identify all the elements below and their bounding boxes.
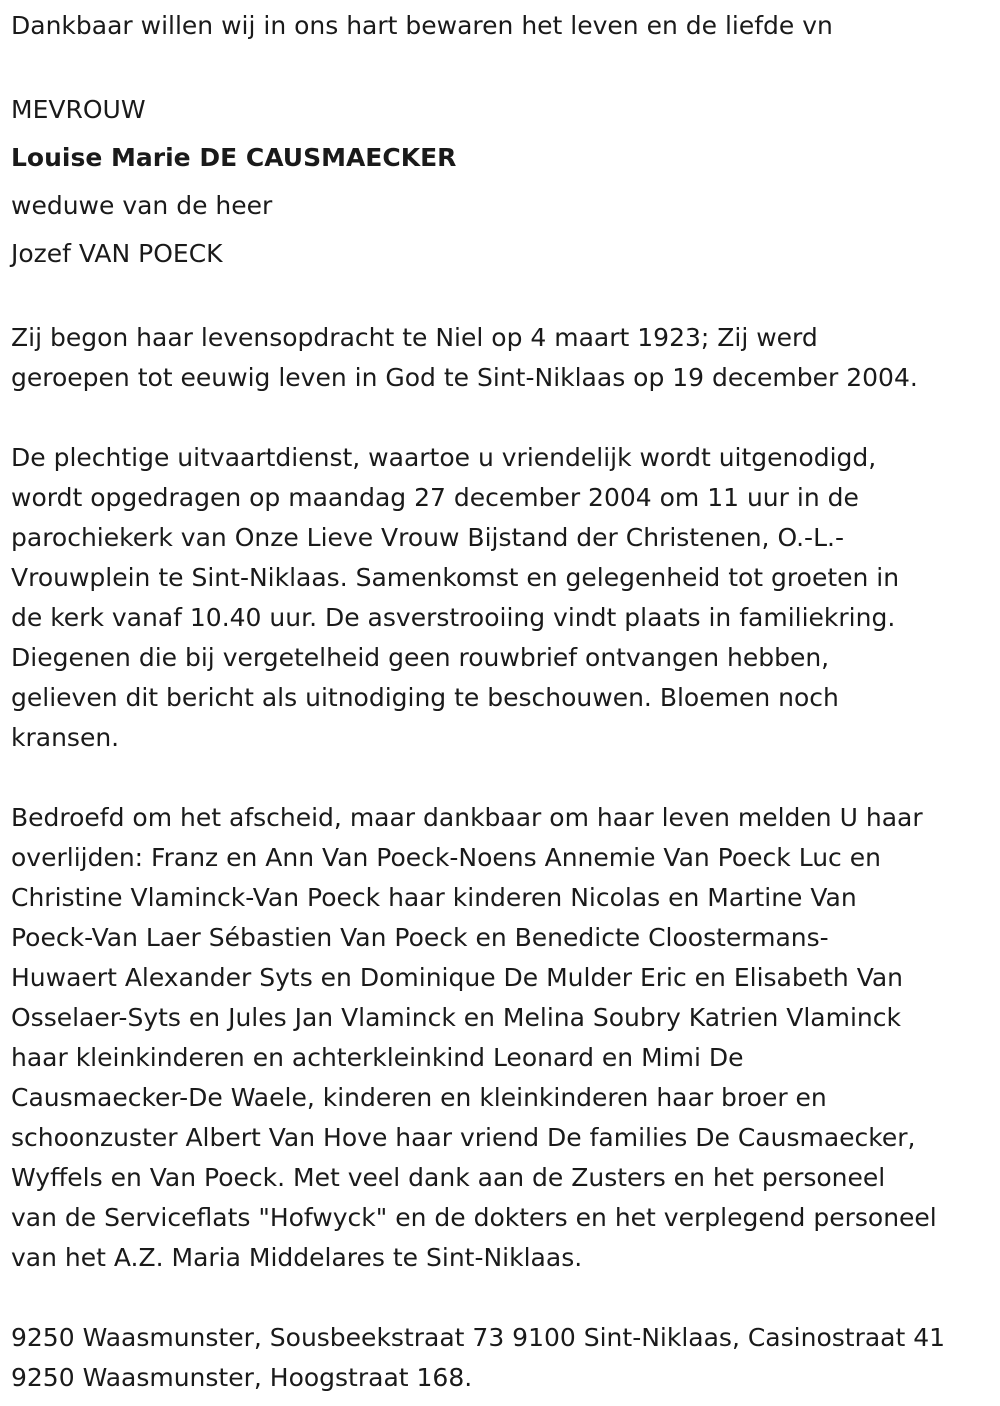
family-paragraph [11,798,993,1278]
paragraph-line: wordt opgedragen op maandag 27 december 2004 om 11 uur in de [11,483,859,512]
spouse-name: Jozef VAN POECK [11,239,223,268]
paragraph-line: haar kleinkinderen en achterkleinkind Leonard en Mimi De [11,1043,744,1072]
paragraph-line: parochiekerk van Onze Lieve Vrouw Bijstand der Christenen, O.-L.- [11,523,844,552]
spacer [11,1278,993,1318]
paragraph-line: van de Serviceflats "Hofwyck" en de dokters en het verplegend personeel [11,1203,937,1232]
paragraph-line: Diegenen die bij vergetelheid geen rouwbrief ontvangen hebben, [11,643,830,672]
intro-text: Dankbaar willen wij in ons hart bewaren het leven en de liefde vn [11,11,833,40]
address-line: 9250 Waasmunster, Hoogstraat 168. [11,1363,473,1392]
paragraph-line: Christine Vlaminck-Van Poeck haar kinderen Nicolas en Martine Van [11,883,857,912]
obituary-document [11,6,993,1398]
paragraph-line: geroepen tot eeuwig leven in God te Sint-Niklaas op 19 december 2004. [11,363,918,392]
address-paragraph [11,1318,993,1398]
paragraph-line: Zij begon haar levensopdracht te Niel op 4 maart 1923; Zij werd [11,323,818,352]
spacer [11,278,993,318]
spacer [11,758,993,798]
paragraph-line: gelieven dit bericht als uitnodiging te beschouwen. Bloemen noch [11,683,839,712]
paragraph-line: Huwaert Alexander Syts en Dominique De Mulder Eric en Elisabeth Van [11,963,904,992]
relation-text: weduwe van de heer [11,191,273,220]
deceased-name: Louise Marie DE CAUSMAECKER [11,143,457,172]
address-line: 9250 Waasmunster, Sousbeekstraat 73 9100 Sint-Niklaas, Casinostraat 41 [11,1323,946,1352]
paragraph-line: Bedroefd om het afscheid, maar dankbaar om haar leven melden U haar [11,803,923,832]
paragraph-line: kransen. [11,723,120,752]
paragraph-line: Causmaecker-De Waele, kinderen en kleinkinderen haar broer en [11,1083,827,1112]
paragraph-line: Osselaer-Syts en Jules Jan Vlaminck en Melina Soubry Katrien Vlaminck [11,1003,901,1032]
life-paragraph [11,318,993,398]
funeral-paragraph [11,438,993,758]
spacer [11,398,993,438]
paragraph-line: van het A.Z. Maria Middelares te Sint-Niklaas. [11,1243,583,1272]
spacer [11,46,993,86]
paragraph-line: schoonzuster Albert Van Hove haar vriend De families De Causmaecker, [11,1123,916,1152]
paragraph-line: Vrouwplein te Sint-Niklaas. Samenkomst en gelegenheid tot groeten in [11,563,900,592]
paragraph-line: Wyffels en Van Poeck. Met veel dank aan de Zusters en het personeel [11,1163,886,1192]
paragraph-line: Poeck-Van Laer Sébastien Van Poeck en Benedicte Cloostermans- [11,923,829,952]
honorific-title: MEVROUW [11,95,146,124]
paragraph-line: de kerk vanaf 10.40 uur. De asverstrooiing vindt plaats in familiekring. [11,603,896,632]
paragraph-line: overlijden: Franz en Ann Van Poeck-Noens Annemie Van Poeck Luc en [11,843,881,872]
paragraph-line: De plechtige uitvaartdienst, waartoe u vriendelijk wordt uitgenodigd, [11,443,877,472]
